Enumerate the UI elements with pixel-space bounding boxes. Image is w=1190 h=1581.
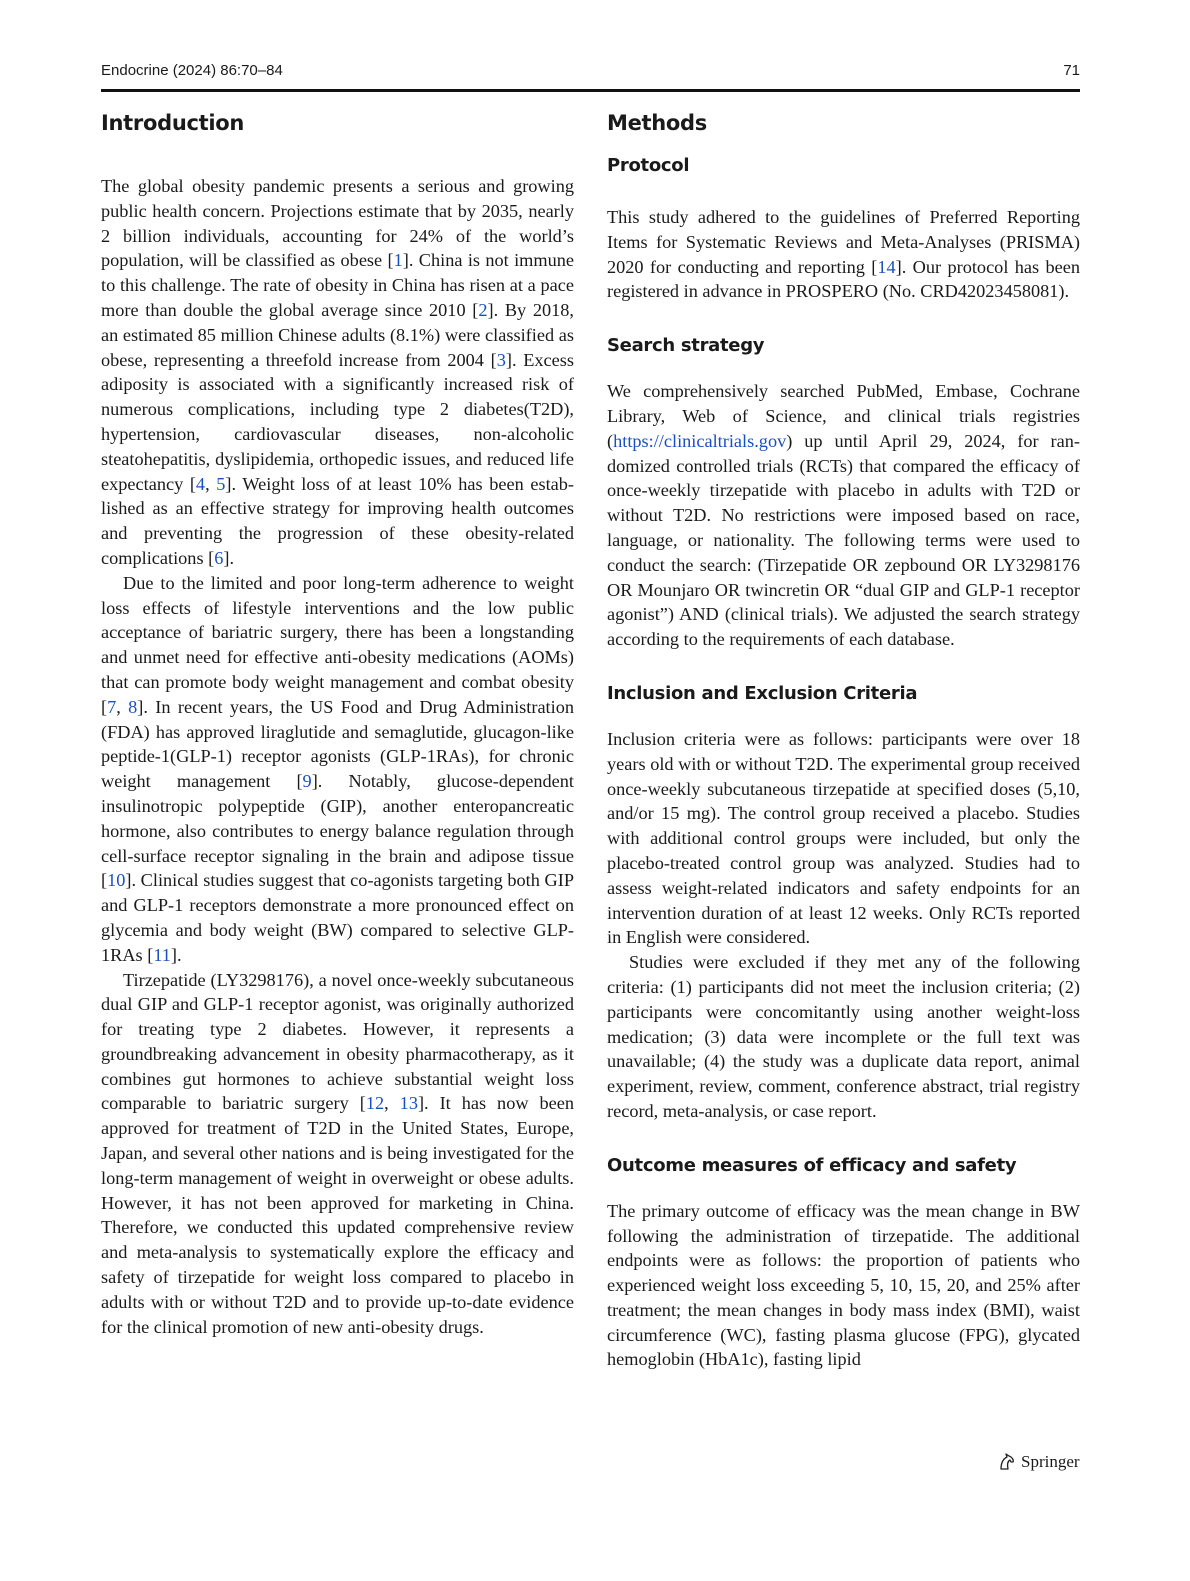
ref-link[interactable]: 5: [216, 473, 226, 494]
ref-link[interactable]: 14: [877, 256, 896, 277]
exclusion-paragraph: Studies were excluded if they met any of the following criteria: (1) participants did not meet the inclusion criteria; (2) participants were concomitantly using another weight-loss medication; (3) data were incomplete or the full text was unavailable; (4) the study was a duplicate data report, animal experiment, review, comment, conference abstract, trial registry record, meta-analysis, or case report.: [607, 952, 1080, 1121]
introduction-heading: Introduction: [101, 111, 245, 135]
ref-link[interactable]: 1: [393, 250, 403, 271]
publisher-name: Springer: [1021, 1452, 1080, 1471]
intro-paragraph-1: The global obesity pandemic presents a serious and growing public health concern. Projections estimate that by 2035, nearly 2 billion individuals, accounting for 24% of the world’s population, will be classified as obese [1]. China is not immune to this challenge. The rate of obesity in China has risen at a pace more than double the global average since 2010 [2]. By 2018, an estimated 85 million Chinese adults (8.1%) were classified as obese, representing a threefold increase from 2004 [3]. Excess adiposity is associated with a significantly increased risk of numerous complications, including type 2 diabetes(T2D), hypertension, cardiovascular diseases, non-alcoholic steatohepatitis, dyslipidemia, orthopedic issues, and reduced life expectancy [4, 5]. Weight loss of at least 10% has been established as an effective strategy for improving health outcomes and preventing the progression of these obesity-related complications [6].: [101, 176, 575, 568]
ref-link[interactable]: 8: [128, 696, 138, 717]
inclusion-paragraph: Inclusion criteria were as follows: participants were over 18 years old with or without T2D. The experimental group received once-weekly subcutaneous tirzepatide at specified doses (5,10, and/or 15 mg). The control group received a placebo. Studies with additional control groups were included, but only the placebo-treated control group was analyzed. Studies had to assess weight-related indicators and safety endpoints for an intervention duration of at least 12 weeks. Only RCTs reported in English were considered.: [607, 728, 1080, 948]
outcome-paragraph: The primary outcome of efficacy was the mean change in BW following the administration of tirzepatide. The additional endpoints were as follows: the proportion of patients who experienced weight loss exceeding 5, 10, 15, 20, and 25% after treatment; the mean changes in body mass index (BMI), waist circumference (WC), fasting plasma glucose (FPG), glycated hemoglobin (HbA1c), fasting lipid: [607, 1200, 1080, 1370]
search-strategy-heading: Search strategy: [607, 335, 765, 357]
search-strategy-paragraph: We comprehensively searched PubMed, Embase, Cochrane Library, Web of Science, and clinical trials registries (https://clinicaltrials.gov) up until April 29, 2024, for randomized controlled trials (RCTs) that compared the efficacy of once-weekly tirzepatide with placebo in adults with T2D or without T2D. No restrictions were imposed based on race, language, or nationality. The following terms were used to conduct the search: (Tirzepatide OR zepbound OR LY3298176 OR Mounjaro OR twincretin OR “dual GIP and GLP-1 receptor agonist”) AND (clinical trials). We adjusted the search strategy according to the requirements of each database.: [607, 381, 1080, 650]
journal-citation: Endocrine (2024) 86:70–84: [101, 62, 283, 79]
ref-link[interactable]: 10: [107, 870, 126, 891]
ref-link[interactable]: 13: [399, 1093, 418, 1114]
ref-link[interactable]: 12: [365, 1093, 385, 1114]
clinicaltrials-link[interactable]: https://clinicaltrials.gov: [613, 430, 787, 451]
ref-link[interactable]: 4: [195, 473, 206, 494]
ref-link[interactable]: 3: [496, 349, 506, 370]
intro-paragraph-2: Due to the limited and poor long-term adherence to weight loss effects of lifestyle interventions and the low public acceptance of bariatric surgery, there has been a longstanding and unmet need for effective anti-obesity medications (AOMs) that can promote body weight management and combat obesity [7, 8]. In recent years, the US Food and Drug Administration (FDA) has approved liraglutide and semaglutide, glucagon-like peptide-1(GLP-1) receptor agonists (GLP-1RAs), for chronic weight management [9]. Notably, glucose-dependent insulinotropic polypeptide (GIP), another enteropancreatic hormone, also contributes to energy balance regulation through cell-surface receptor signaling in the brain and adipose tissue [10]. Clinical studies suggest that co-agonists targeting both GIP and GLP-1 receptors demonstrate a more pronounced effect on glycemia and body weight (BW) compared to selective GLP-1RAs [11].: [101, 572, 574, 965]
protocol-paragraph: This study adhered to the guidelines of Preferred Reporting Items for Systematic Reviews and Meta-Analyses (PRISMA) 2020 for conducting and reporting [14]. Our protocol has been registered in advance in PROSPERO (No. CRD42023458081).: [607, 207, 1080, 302]
intro-paragraph-3: Tirzepatide (LY3298176), a novel once-weekly subcutaneous dual GIP and GLP-1 receptor agonist, was originally authorized for treating type 2 diabetes. However, it represents a groundbreaking advancement in obesity pharmacotherapy, as it combines gut hormones to achieve substantial weight loss comparable to bariatric surgery [12, 13]. It has now been approved for treatment of T2D in the United States, Europe, Japan, and several other nations and is being investigated for the long-term management of weight in overweight or obese adults. However, it has not been approved for marketing in China. Therefore, we conducted this updated comprehensive review and meta-analysis to systematically explore the efficacy and safety of tirzepatide for weight loss compared to placebo in adults with or without T2D and to provide up-to-date evidence for the clinical promotion of new anti-obesity drugs.: [101, 969, 575, 1337]
ref-link[interactable]: 6: [214, 547, 224, 568]
ref-link[interactable]: 11: [153, 944, 171, 965]
left-column: [101, 106, 574, 1339]
outcome-measures-heading: Outcome measures of efficacy and safety: [607, 1154, 1017, 1176]
inclusion-exclusion-heading: Inclusion and Exclusion Criteria: [607, 682, 918, 704]
publisher-footer: [997, 1452, 1080, 1472]
springer-horse-icon: [997, 1452, 1017, 1472]
ref-link[interactable]: 2: [478, 299, 488, 320]
ref-link[interactable]: 9: [302, 771, 312, 792]
running-header: [101, 62, 1080, 84]
protocol-heading: Protocol: [607, 155, 690, 176]
page-number: 71: [1063, 62, 1080, 79]
header-rule: [101, 89, 1080, 92]
ref-link[interactable]: 7: [107, 696, 117, 717]
right-column: [607, 106, 1080, 1372]
methods-heading: Methods: [607, 111, 707, 135]
